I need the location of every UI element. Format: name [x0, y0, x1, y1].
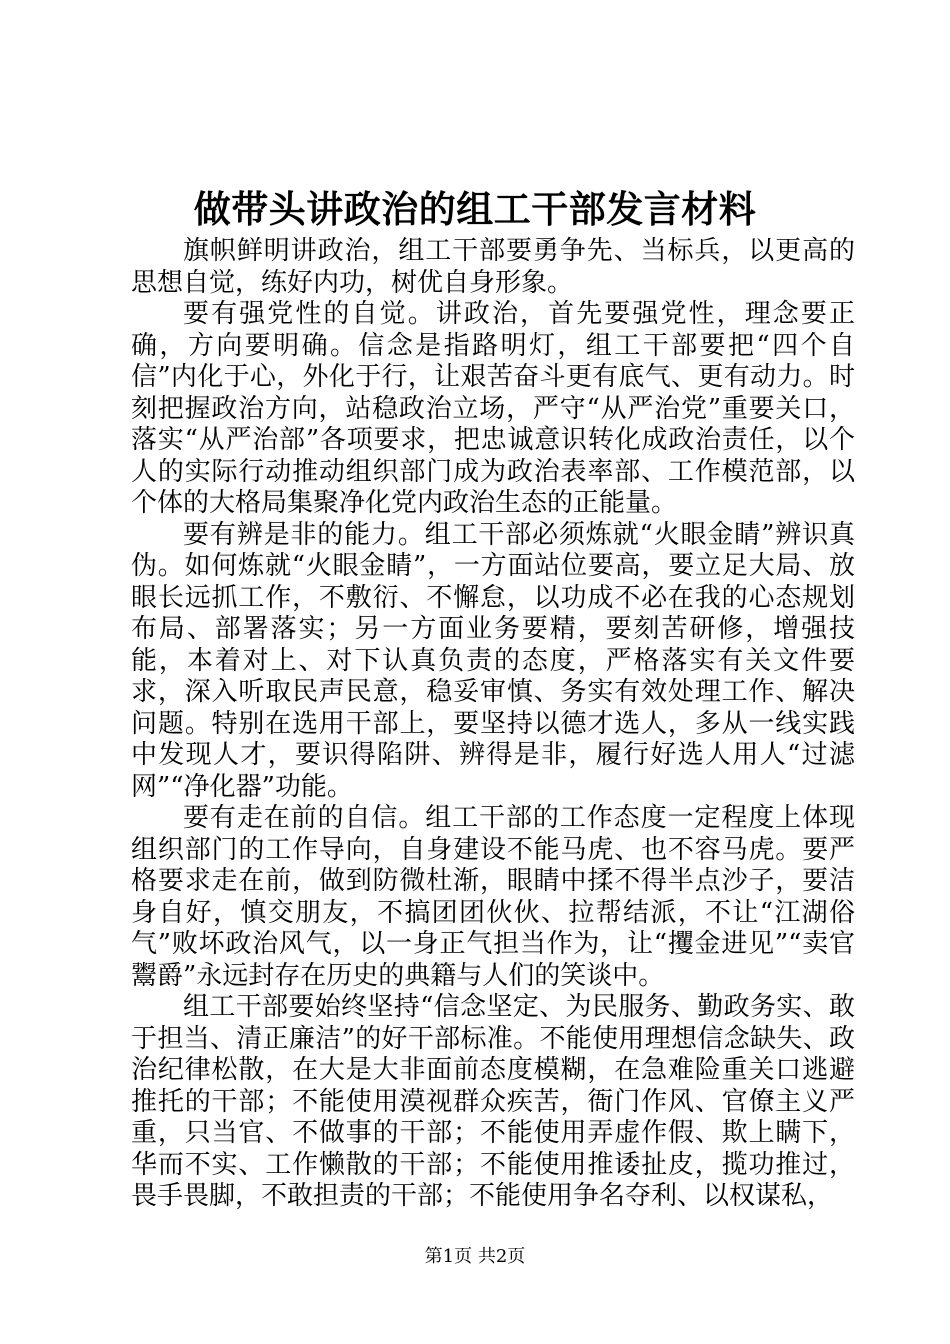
paragraph-party-spirit: 要有强党性的自觉。讲政治，首先要强党性，理念要正确，方向要明确。信念是指路明灯，组工干部要把“四个自信”内化于心，外化于行，让艰苦奋斗更有底气、更有动力。时刻把握政治方向，站稳政治立场，严守“从严治党”重要关口，落实“从严治部”各项要求，把忠诚意识转化成政治责任，以个人的实际行动推动组织部门成为政治表率部、工作模范部，以个体的大格局集聚净化党内政治生态的正能量。 — [131, 299, 855, 518]
paragraph-cadre-standards: 组工干部要始终坚持“信念坚定、为民服务、勤政务实、敢于担当、清正廉洁”的好干部标准。不能使用理想信念缺失、政治纪律松散，在大是大非面前态度模糊，在急难险重关口逃避推托的干部；不能使用漠视群众疾苦，衙门作风、官僚主义严重，只当官、不做事的干部；不能使用弄虚作假、欺上瞒下，华而不实、工作懒散的干部；不能使用推诿扯皮，揽功推过，畏手畏脚，不敢担责的干部；不能使用争名夺利、以权谋私， — [131, 992, 855, 1211]
paragraph-self-confidence: 要有走在前的自信。组工干部的工作态度一定程度上体现组织部门的工作导向，自身建设不能马虎、也不容马虎。要严格要求走在前，做到防微杜渐，眼睛中揉不得半点沙子，要洁身自好，慎交朋友，不搞团团伙伙、拉帮结派，不让“江湖俗气”败坏政治风气，以一身正气担当作为，让“攫金进见”“卖官鬻爵”永远封存在历史的典籍与人们的笑谈中。 — [131, 803, 855, 991]
document-body — [131, 236, 855, 1213]
document-title: 做带头讲政治的组工干部发言材料 — [193, 187, 757, 231]
page-footer: 第1页 共2页 — [424, 1246, 526, 1267]
paragraph-discernment: 要有辨是非的能力。组工干部必须炼就“火眼金睛”辨识真伪。如何炼就“火眼金睛”，一方面站位要高，要立足大局、放眼长远抓工作，不敷衍、不懈怠，以功成不必在我的心态规划布局、部署落实；另一方面业务要精，要刻苦研修，增强技能，本着对上、对下认真负责的态度，严格落实有关文件要求，深入听取民声民意，稳妥审慎、务实有效处理工作、解决问题。特别在选用干部上，要坚持以德才选人，多从一线实践中发现人才，要识得陷阱、辨得是非，履行好选人用人“过滤网”“净化器”功能。 — [131, 519, 855, 802]
paragraph-intro: 旗帜鲜明讲政治，组工干部要勇争先、当标兵，以更高的思想自觉，练好内功，树优自身形象。 — [131, 236, 855, 298]
